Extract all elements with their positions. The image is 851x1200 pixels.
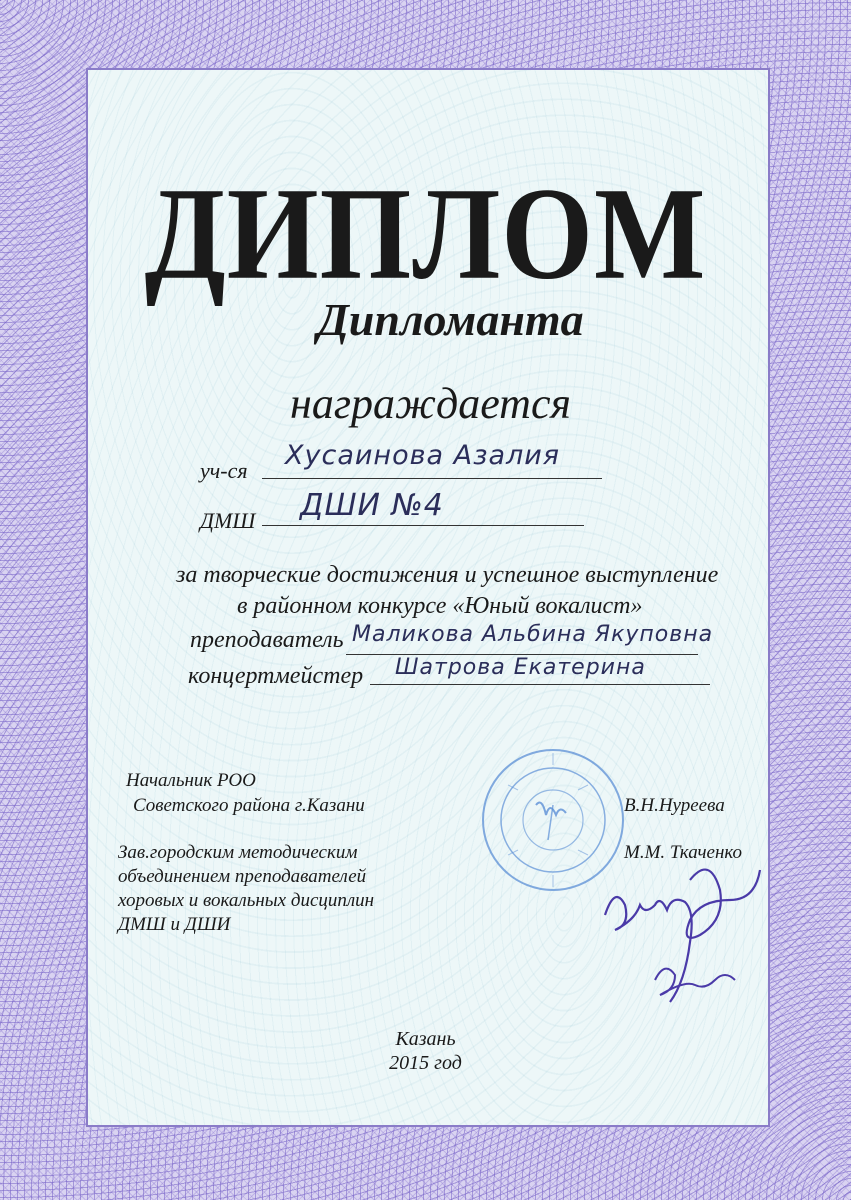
school-label: ДМШ: [200, 508, 256, 533]
accompanist-name: Шатрова Екатерина: [395, 655, 646, 680]
city: Казань: [395, 1028, 456, 1050]
official-2-title-line-4: ДМШ и ДШИ: [118, 914, 231, 935]
student-name: Хусаинова Азалия: [285, 440, 561, 471]
teacher-label: преподаватель: [190, 627, 344, 653]
official-1-name: В.Н.Нуреева: [624, 795, 725, 816]
teacher-name: Маликова Альбина Якуповна: [352, 622, 714, 647]
school-value: ДШИ №4: [300, 488, 444, 523]
reason-line-2: в районном конкурсе «Юный вокалист»: [237, 593, 643, 619]
diploma-title: ДИПЛОМ: [144, 160, 707, 307]
awarded-text: награждается: [290, 379, 571, 428]
accompanist-label: концертмейстер: [188, 663, 364, 689]
year: 2015 год: [389, 1052, 462, 1074]
handwritten-signatures: [595, 860, 785, 1010]
official-2-title-line-3: хоровых и вокальных дисциплин: [118, 890, 375, 911]
official-1-title-line-2: Советского района г.Казани: [133, 795, 365, 816]
official-2-title-line-1: Зав.городским методическим: [118, 842, 358, 863]
official-1-title-line-1: Начальник РОО: [126, 770, 256, 791]
diploma-subtitle: Дипломанта: [317, 294, 584, 345]
official-2-title-line-2: объединением преподавателей: [118, 866, 367, 887]
student-label: уч-ся: [200, 458, 248, 483]
reason-line-1: за творческие достижения и успешное выступление: [176, 562, 719, 588]
official-2-name: М.М. Ткаченко: [624, 842, 743, 863]
